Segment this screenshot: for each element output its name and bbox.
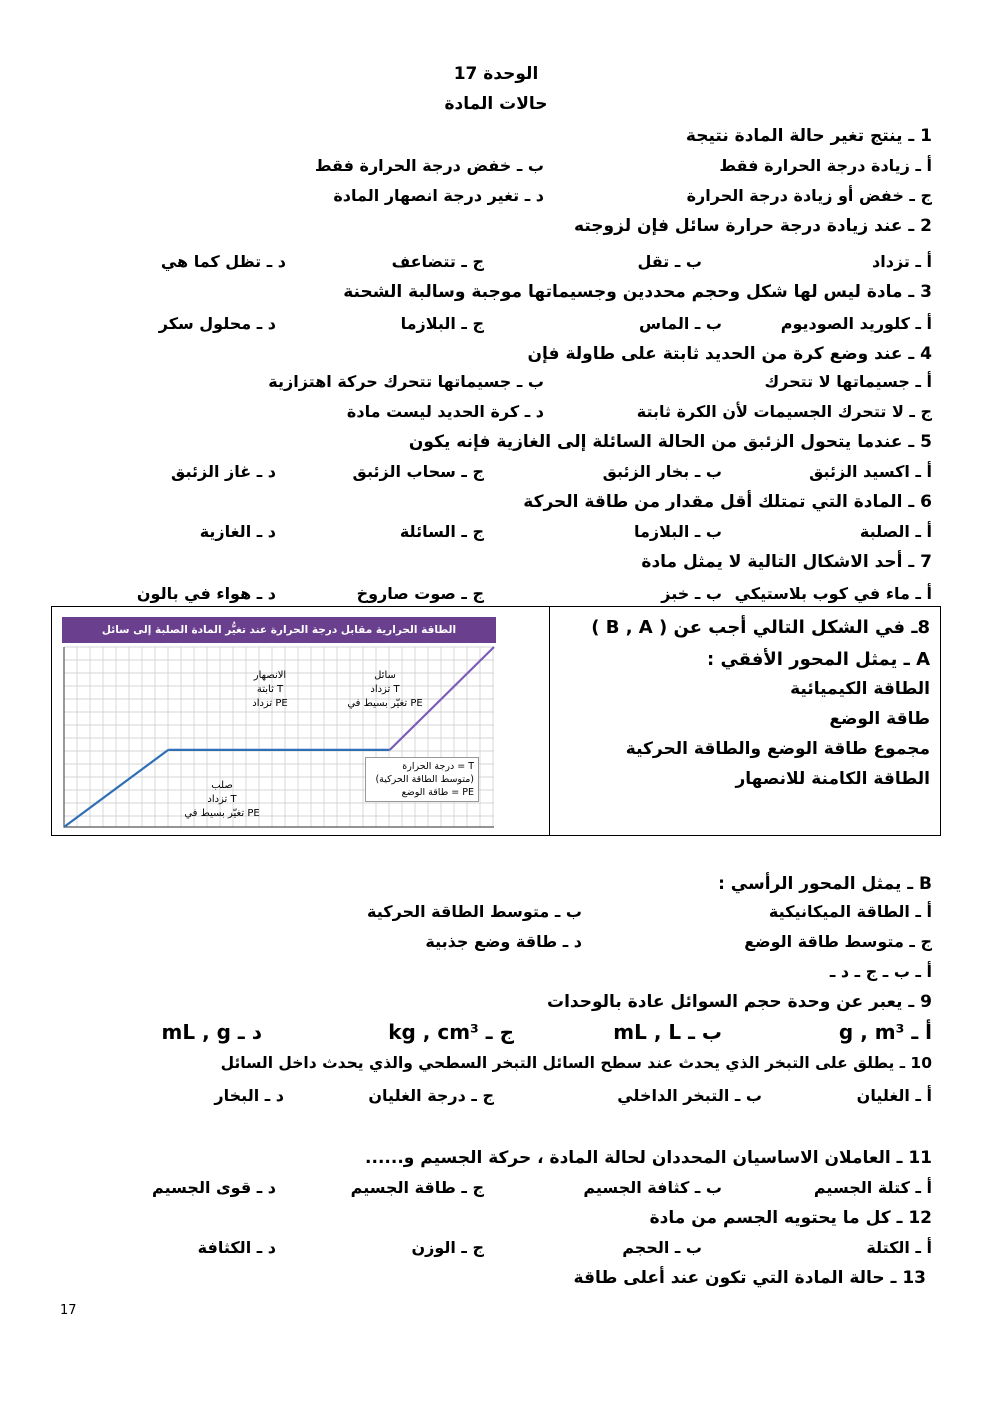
q5-option-d[interactable]: د ـ غاز الزئبق <box>171 462 276 481</box>
question-2: 2 ـ عند زيادة درجة حرارة سائل فإن لزوجته <box>574 216 932 236</box>
q8a-option-1[interactable]: الطاقة الكيميائية <box>790 679 930 699</box>
q5-option-b[interactable]: ب ـ بخار الزئبق <box>602 462 722 481</box>
q7-option-a[interactable]: أ ـ ماء في كوب بلاستيكي <box>734 584 932 603</box>
question-12: 12 ـ كل ما يحتويه الجسم من مادة <box>649 1208 932 1228</box>
q8b-option-e[interactable]: أ ـ ب ـ ج ـ د ـ <box>829 962 932 981</box>
q1-option-d[interactable]: د ـ تغير درجة انصهار المادة <box>333 186 544 205</box>
q9-option-c[interactable]: ج ـ kg , cm³ <box>388 1020 514 1044</box>
melting-pe: PE تزداد <box>252 698 288 709</box>
q3-option-a[interactable]: أ ـ كلوريد الصوديوم <box>780 314 932 333</box>
q1-option-c[interactable]: ج ـ خفض أو زيادة درجة الحرارة <box>686 186 932 205</box>
solid-annotation <box>182 779 262 821</box>
legend-t-desc: (متوسط الطاقة الحركية) <box>375 774 474 785</box>
melting-label: الانصهار <box>253 670 287 681</box>
question-3: 3 ـ مادة ليس لها شكل وحجم محددين وجسيماتها موجبة وسالبة الشحنة <box>343 282 932 302</box>
q10-option-a[interactable]: أ ـ الغليان <box>856 1086 932 1105</box>
q11-option-a[interactable]: أ ـ كتلة الجسيم <box>813 1178 932 1197</box>
q9-option-b[interactable]: ب ـ mL , L <box>613 1020 722 1044</box>
q2-option-b[interactable]: ب ـ تقل <box>637 252 702 271</box>
question-1: 1 ـ ينتج تغير حالة المادة نتيجة <box>685 126 932 146</box>
q8b-option-b[interactable]: ب ـ متوسط الطاقة الحركية <box>367 902 582 921</box>
q8a-option-3[interactable]: مجموع طاقة الوضع والطاقة الحركية <box>625 739 930 759</box>
question-5: 5 ـ عندما يتحول الزئبق من الحالة السائلة إلى الغازية فإنه يكون <box>408 432 932 452</box>
solid-label: صلب <box>211 780 233 791</box>
chart-title: الطاقة الحرارية مقابل درجة الحرارة عند تغيُّر المادة الصلبة إلى سائل <box>62 617 496 643</box>
q3-option-d[interactable]: د ـ محلول سكر <box>158 314 276 333</box>
q4-option-b[interactable]: ب ـ جسيماتها تتحرك حركة اهتزازية <box>268 372 544 391</box>
solid-t: T تزداد <box>207 794 237 805</box>
solid-pe: PE تغيّر بسيط في <box>184 808 260 819</box>
q7-option-b[interactable]: ب ـ خبز <box>661 584 722 603</box>
liquid-annotation <box>340 669 430 711</box>
q7-option-c[interactable]: ج ـ صوت صاروخ <box>356 584 484 603</box>
box-divider <box>549 607 550 835</box>
page-number: 17 <box>60 1303 77 1318</box>
heating-curve-figure <box>62 617 496 829</box>
q10-option-c[interactable]: ج ـ درجة الغليان <box>368 1086 494 1105</box>
melting-t: T ثابتة <box>256 684 284 695</box>
q6-option-c[interactable]: ج ـ السائلة <box>399 522 484 541</box>
q8b-option-a[interactable]: أ ـ الطاقة الميكانيكية <box>768 902 932 921</box>
liquid-t: T تزداد <box>370 684 400 695</box>
unit-title: حالات المادة <box>444 94 548 114</box>
question-10: 10 ـ يطلق على التبخر الذي يحدث عند سطح السائل التبخر السطحي والذي يحدث داخل السائل <box>220 1054 932 1072</box>
q2-option-a[interactable]: أ ـ تزداد <box>872 252 932 271</box>
question-4: 4 ـ عند وضع كرة من الحديد ثابتة على طاولة فإن <box>527 344 932 364</box>
question-11: 11 ـ العاملان الاساسيان المحددان لحالة المادة ، حركة الجسيم و...... <box>365 1148 932 1168</box>
q12-option-b[interactable]: ب ـ الحجم <box>622 1238 702 1257</box>
q4-option-c[interactable]: ج ـ لا تتحرك الجسيمات لأن الكرة ثابتة <box>636 402 932 421</box>
unit-heading: الوحدة 17 <box>453 64 539 84</box>
q10-option-d[interactable]: د ـ البخار <box>214 1086 284 1105</box>
q6-option-a[interactable]: أ ـ الصلبة <box>859 522 932 541</box>
chart-legend <box>365 757 479 802</box>
q2-option-d[interactable]: د ـ تظل كما هي <box>160 252 286 271</box>
q11-option-b[interactable]: ب ـ كثافة الجسيم <box>583 1178 722 1197</box>
q12-option-a[interactable]: أ ـ الكتلة <box>866 1238 932 1257</box>
q4-option-d[interactable]: د ـ كرة الحديد ليست مادة <box>346 402 544 421</box>
q12-option-c[interactable]: ج ـ الوزن <box>411 1238 484 1257</box>
q1-option-a[interactable]: أ ـ زيادة درجة الحرارة فقط <box>719 156 932 175</box>
q8-sub-a: A ـ يمثل المحور الأفقي : <box>706 649 930 670</box>
q10-option-b[interactable]: ب ـ التبخر الداخلي <box>617 1086 762 1105</box>
q8b-option-c[interactable]: ج ـ متوسط طاقة الوضع <box>744 932 932 951</box>
q8a-option-2[interactable]: طاقة الوضع <box>829 709 930 729</box>
q8-sub-b: B ـ يمثل المحور الرأسي : <box>718 874 932 894</box>
q1-option-b[interactable]: ب ـ خفض درجة الحرارة فقط <box>314 156 544 175</box>
q11-option-c[interactable]: ج ـ طاقة الجسيم <box>350 1178 484 1197</box>
q3-option-c[interactable]: ج ـ البلازما <box>400 314 484 333</box>
question-9: 9 ـ يعبر عن وحدة حجم السوائل عادة بالوحدات <box>546 992 932 1012</box>
q6-option-b[interactable]: ب ـ البلازما <box>634 522 722 541</box>
q8a-option-4[interactable]: الطاقة الكامنة للانصهار <box>735 769 930 789</box>
legend-pe: PE = طاقة الوضع <box>401 787 474 798</box>
q4-option-a[interactable]: أ ـ جسيماتها لا تتحرك <box>764 372 932 391</box>
liquid-label: سائل <box>374 670 396 681</box>
question-8: 8ـ في الشكل التالي أجب عن ( B , A ) <box>591 617 930 638</box>
q9-option-a[interactable]: أ ـ g , m³ <box>838 1020 932 1044</box>
q12-option-d[interactable]: د ـ الكثافة <box>197 1238 276 1257</box>
q7-option-d[interactable]: د ـ هواء في بالون <box>136 584 276 603</box>
q9-option-d[interactable]: د ـ mL , g <box>161 1020 262 1044</box>
question-7: 7 ـ أحد الاشكال التالية لا يمثل مادة <box>641 552 932 572</box>
q3-option-b[interactable]: ب ـ الماس <box>639 314 722 333</box>
question-6: 6 ـ المادة التي تمتلك أقل مقدار من طاقة الحركة <box>523 492 932 512</box>
liquid-pe: PE تغيّر بسيط في <box>347 698 423 709</box>
q5-option-c[interactable]: ج ـ سحاب الزئبق <box>352 462 484 481</box>
q11-option-d[interactable]: د ـ قوى الجسيم <box>152 1178 276 1197</box>
melting-annotation <box>230 669 310 711</box>
q2-option-c[interactable]: ج ـ تتضاعف <box>391 252 484 271</box>
question-8-box <box>51 606 941 836</box>
question-13: 13 ـ حالة المادة التي تكون عند أعلى طاقة <box>573 1268 926 1288</box>
q5-option-a[interactable]: أ ـ اكسيد الزئبق <box>809 462 932 481</box>
q6-option-d[interactable]: د ـ الغازية <box>199 522 276 541</box>
q8b-option-d[interactable]: د ـ طاقة وضع جذبية <box>425 932 582 951</box>
legend-t: T = درجة الحرارة <box>402 761 474 772</box>
